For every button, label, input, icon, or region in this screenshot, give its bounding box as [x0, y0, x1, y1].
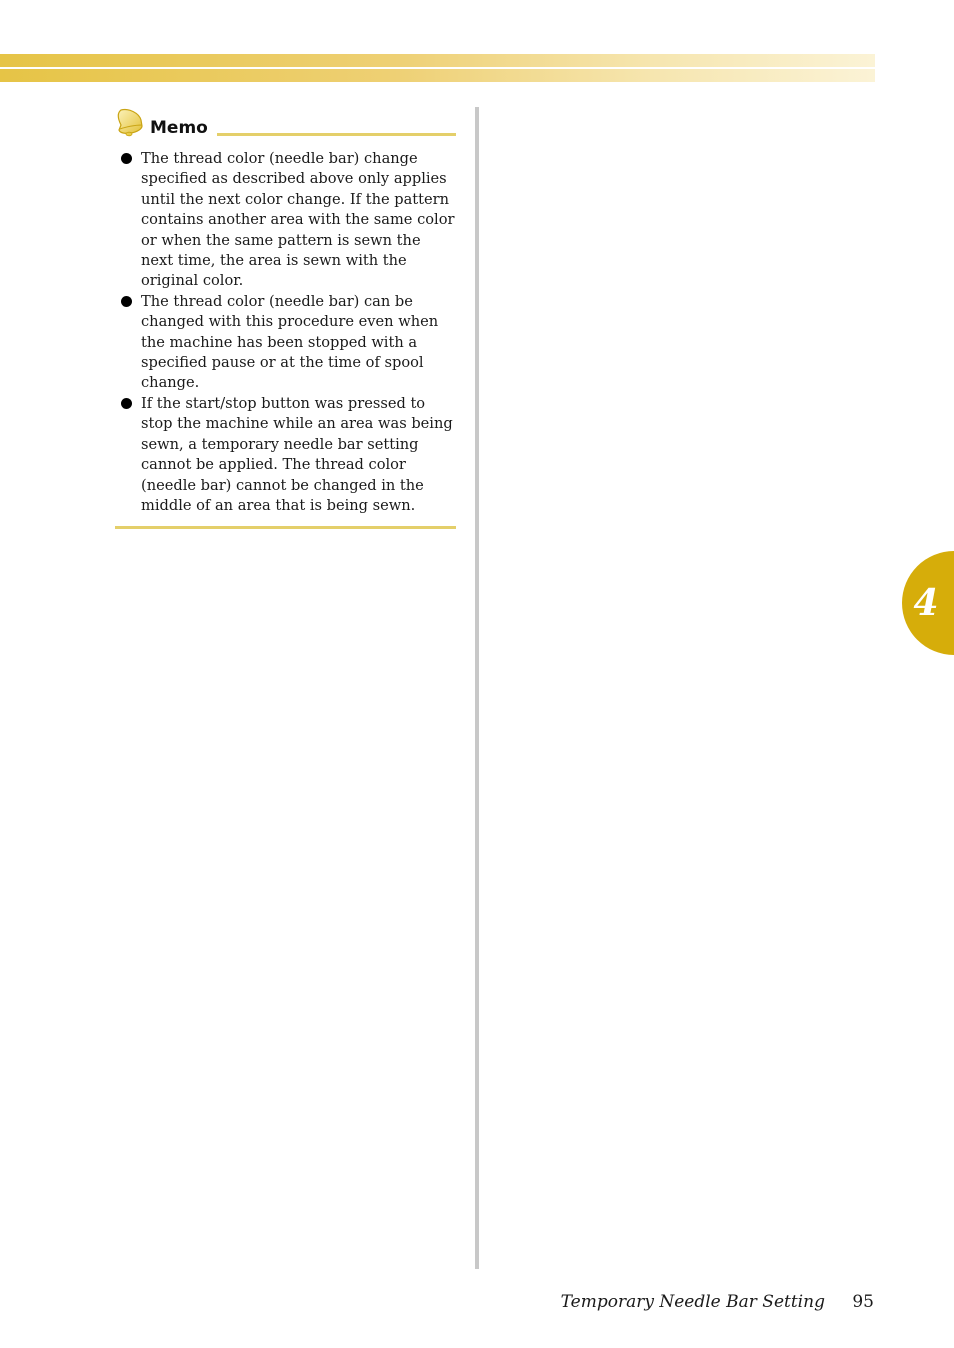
bullet-icon [121, 153, 132, 164]
bullet-icon [121, 398, 132, 409]
footer-section-title: Temporary Needle Bar Setting [560, 1292, 825, 1312]
memo-item-text: The thread color (needle bar) change specified as described above only applies until the next color change. If the pattern contains another area with the same color or when the same pattern is sewn the next time, the area is sewn with the original color. [141, 150, 455, 290]
memo-list-item [115, 394, 456, 516]
memo-list [115, 149, 456, 516]
memo-item-text: The thread color (needle bar) can be changed with this procedure even when the machine has been stopped with a specified pause or at the time of spool change. [141, 292, 439, 392]
memo-list-item [115, 149, 456, 292]
memo-item-text: If the start/stop button was pressed to stop the machine while an area was being sewn, a temporary needle bar setting cannot be applied. The thread color (needle bar) cannot be changed in the middle of an area that is being sewn. [141, 394, 453, 514]
footer-page-number: 95 [852, 1292, 874, 1312]
header-band-lower [0, 69, 875, 82]
memo-header [115, 107, 456, 139]
memo-box [115, 107, 456, 529]
memo-bottom-rule [115, 526, 456, 529]
column-divider [475, 107, 479, 1269]
memo-list-item [115, 292, 456, 394]
chapter-tab [902, 551, 954, 655]
header-band-upper [0, 54, 875, 67]
memo-title: Memo [150, 118, 208, 138]
chapter-number: 4 [913, 582, 939, 624]
memo-top-rule [217, 133, 456, 136]
memo-bell-icon [115, 107, 145, 137]
bullet-icon [121, 296, 132, 307]
page-footer [561, 1290, 874, 1314]
